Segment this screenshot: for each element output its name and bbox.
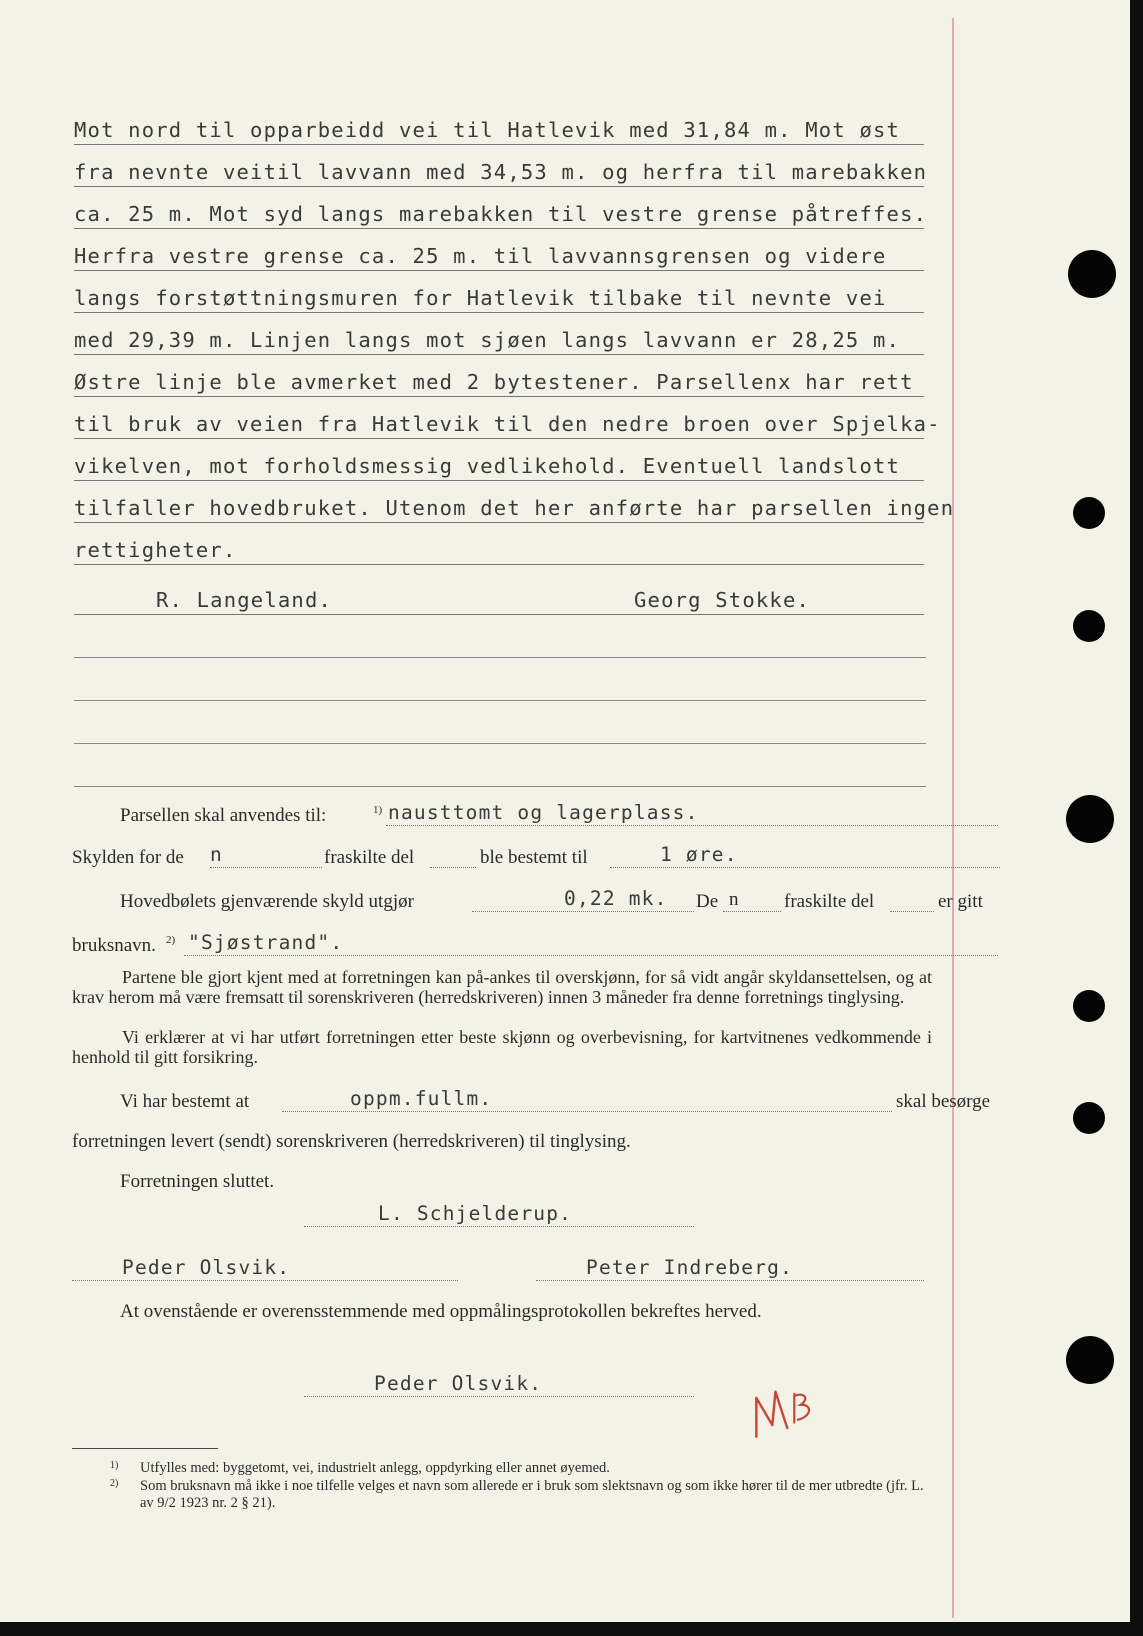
skyld-mid: fraskilte del xyxy=(324,847,415,868)
bestemt-row xyxy=(72,1082,991,1116)
use-row xyxy=(72,796,928,830)
punch-hole xyxy=(1066,795,1114,843)
use-field xyxy=(386,799,998,826)
bestemt-suffix: skal besørge xyxy=(896,1091,991,1112)
footnote-1: 1) Utfylles med: byggetomt, vei, industrielt anlegg, oppdyrking eller annet øyemed. xyxy=(110,1460,610,1476)
skyld-field xyxy=(610,841,1000,868)
bruks-value: "Sjøstrand". xyxy=(188,931,344,954)
blank-line xyxy=(74,700,926,701)
signature-left-bottom: Peder Olsvik. xyxy=(72,1250,458,1281)
sluttet-text: Forretningen sluttet. xyxy=(120,1171,275,1192)
use-label: Parsellen skal anvendes til: xyxy=(120,805,327,826)
typed-line: til bruk av veien fra Hatlevik til den nedre broen over Spjelka- xyxy=(74,396,924,439)
footnote-2: 2) Som bruksnavn må ikke i noe tilfelle velges et navn som allerede er i bruk som slektsnavn og som ikke hører til de mer utbredte (jfr. L. av 9/2 1923 nr. 2 § 21). xyxy=(110,1478,924,1511)
bruksnavn-row xyxy=(72,926,928,960)
typed-line: Østre linje ble avmerket med 2 bytestener. Parsellenx har rett xyxy=(74,354,924,397)
hoved-prefix: Hovedbølets gjenværende skyld utgjør xyxy=(120,891,414,912)
typed-line: rettigheter. xyxy=(74,522,924,565)
punch-hole xyxy=(1073,990,1105,1022)
signature-center: L. Schjelderup. xyxy=(304,1196,694,1227)
signature-line-top xyxy=(74,572,924,615)
skyld-row xyxy=(72,838,928,872)
hoved-n-field: n xyxy=(723,885,781,912)
footnote-rule xyxy=(72,1448,218,1449)
use-value: nausttomt og lagerplass. xyxy=(388,801,699,824)
hoved-value: 0,22 mk. xyxy=(564,887,668,910)
typed-line: Herfra vestre grense ca. 25 m. til lavvannsgrensen og videre xyxy=(74,228,924,271)
typed-line: tilfaller hovedbruket. Utenom det her anførte har parsellen ingen xyxy=(74,480,924,523)
skyld-n-field: n xyxy=(210,841,322,868)
appeal-paragraph: Partene ble gjort kjent med at forretningen kan på-ankes til overskjønn, for så vidt angår skyldansettelsen, og at krav herom må være fremsatt til sorenskriveren (herredskriveren) innen 3 måneder fra denne forretnings tinglysing. xyxy=(72,967,932,1007)
footnote-ref: 2) xyxy=(166,934,176,946)
hoved-field xyxy=(472,885,694,912)
footnote-ref: 1) xyxy=(373,804,383,816)
signature-left: R. Langeland. xyxy=(156,588,333,612)
punch-hole xyxy=(1068,250,1116,298)
bruks-field xyxy=(184,929,998,956)
punch-hole xyxy=(1073,1102,1105,1134)
hoved-dots xyxy=(890,885,934,912)
levert-row xyxy=(72,1122,928,1156)
hoved-suffix: er gitt xyxy=(938,891,983,912)
blank-line xyxy=(74,786,926,787)
blank-line xyxy=(74,743,926,744)
bestemt-field xyxy=(282,1085,892,1112)
blank-line xyxy=(74,657,926,658)
handwritten-initials-icon xyxy=(740,1370,831,1445)
typed-line: ca. 25 m. Mot syd langs marebakken til vestre grense påtreffes. xyxy=(74,186,924,229)
levert-text: forretningen levert (sendt) sorenskriveren (herredskriveren) til tinglysing. xyxy=(72,1131,631,1152)
red-initials xyxy=(740,1370,833,1454)
skyld-prefix: Skylden for de xyxy=(72,847,184,868)
signature-right: Georg Stokke. xyxy=(634,588,811,612)
hoved-mid: fraskilte del xyxy=(784,891,875,912)
typed-line: Mot nord til opparbeidd vei til Hatlevik med 31,84 m. Mot øst xyxy=(74,102,924,145)
typed-line: med 29,39 m. Linjen langs mot sjøen langs lavvann er 28,25 m. xyxy=(74,312,924,355)
skyld-value: 1 øre. xyxy=(660,843,738,866)
sluttet-row xyxy=(72,1162,928,1196)
hoved-row xyxy=(72,882,983,916)
bestemt-value: oppm.fullm. xyxy=(350,1087,493,1110)
typed-line: vikelven, mot forholdsmessig vedlikehold. Eventuell landslott xyxy=(74,438,924,481)
hoved-de: De xyxy=(696,891,719,912)
bestemt-prefix: Vi har bestemt at xyxy=(120,1091,250,1112)
skyld-dots xyxy=(430,841,476,868)
signature-final: Peder Olsvik. xyxy=(304,1366,694,1397)
typed-line: fra nevnte veitil lavvann med 34,53 m. og herfra til marebakken xyxy=(74,144,924,187)
bruks-label: bruksnavn. xyxy=(72,935,156,956)
signature-right-bottom: Peter Indreberg. xyxy=(536,1250,924,1281)
typed-line: langs forstøttningsmuren for Hatlevik tilbake til nevnte vei xyxy=(74,270,924,313)
punch-hole xyxy=(1073,497,1105,529)
skyld-mid2: ble bestemt til xyxy=(480,847,588,868)
punch-hole xyxy=(1066,1336,1114,1384)
punch-hole xyxy=(1073,610,1105,642)
confirm-text: At ovenstående er overensstemmende med oppmålingsprotokollen bekreftes herved. xyxy=(120,1301,762,1322)
declaration-paragraph: Vi erklærer at vi har utført forretningen etter beste skjønn og overbevisning, for kartvitnenes vedkommende i henhold til gitt forsikring. xyxy=(72,1027,932,1067)
confirm-row xyxy=(72,1292,928,1326)
